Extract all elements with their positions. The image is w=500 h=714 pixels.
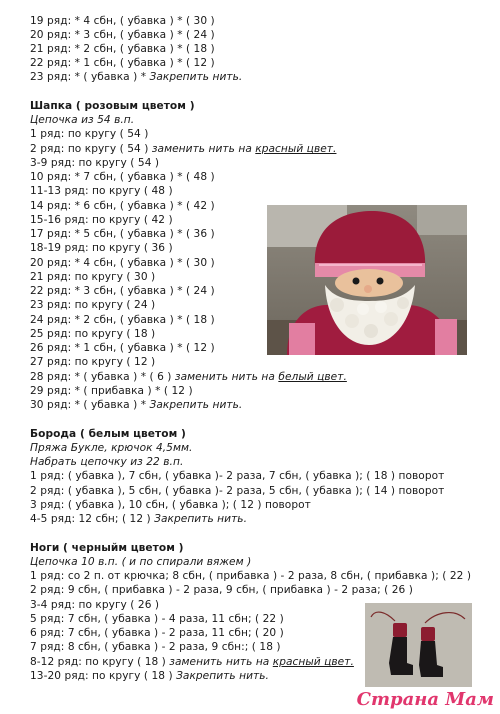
gnome-doll-photo <box>267 205 467 355</box>
hat-row-30-text: 30 ряд: * ( убавка ) * <box>30 399 150 411</box>
hat-row-18-19: 18-19 ряд: по кругу ( 36 ) <box>30 242 173 254</box>
legs-row-13-20-text: 13-20 ряд: по кругу ( 18 ) <box>30 670 177 682</box>
hat-row-17: 17 ряд: * 5 сбн, ( убавка ) * ( 36 ) <box>30 228 215 240</box>
hat-row-28-color: белый цвет. <box>278 371 347 383</box>
hat-row-23: 23 ряд: по кругу ( 24 ) <box>30 299 156 311</box>
beard-row-4-5-text: 4-5 ряд: 12 сбн; ( 12 ) <box>30 513 155 525</box>
legs-row-13-20 <box>30 669 269 683</box>
watermark-logo: Страна Мам <box>356 689 494 710</box>
hat-row-30 <box>30 398 242 412</box>
boots-photo <box>365 603 472 687</box>
hat-row-2-color: красный цвет. <box>255 143 337 155</box>
hat-row-10: 10 ряд: * 7 сбн, ( убавка ) * ( 48 ) <box>30 171 215 183</box>
row-19: 19 ряд: * 4 сбн, ( убавка ) * ( 30 ) <box>30 15 215 27</box>
hat-row-30-note: Закрепить нить. <box>149 399 243 411</box>
row-20: 20 ряд: * 3 сбн, ( убавка ) * ( 24 ) <box>30 29 215 41</box>
row-23-note: Закрепить нить. <box>149 71 243 83</box>
hat-row-21: 21 ряд: по кругу ( 30 ) <box>30 271 156 283</box>
row-22: 22 ряд: * 1 сбн, ( убавка ) * ( 12 ) <box>30 57 215 69</box>
hat-row-2 <box>30 142 336 156</box>
hat-row-26: 26 ряд: * 1 сбн, ( убавка ) * ( 12 ) <box>30 342 215 354</box>
beard-row-1: 1 ряд: ( убавка ), 7 сбн, ( убавка )- 2 раза, 7 сбн, ( убавка ); ( 18 ) поворот <box>30 470 445 482</box>
legs-row-1: 1 ряд: со 2 п. от крючка; 8 сбн, ( прибавка ) - 2 раза, 8 сбн, ( прибавка ); ( 22 ) <box>30 570 472 582</box>
legs-heading: Ноги ( черныйм цветом ) <box>30 542 184 554</box>
hat-row-14: 14 ряд: * 6 сбн, ( убавка ) * ( 42 ) <box>30 200 215 212</box>
hat-row-15-16: 15-16 ряд: по кругу ( 42 ) <box>30 214 173 226</box>
hat-heading: Шапка ( розовым цветом ) <box>30 100 195 112</box>
beard-yarn: Пряжа Букле, крючок 4,5мм. <box>30 442 193 454</box>
hat-row-22: 22 ряд: * 3 сбн, ( убавка ) * ( 24 ) <box>30 285 215 297</box>
legs-row-8-12-color: красный цвет. <box>272 656 354 668</box>
hat-row-28-text: 28 ряд: * ( убавка ) * ( 6 ) <box>30 371 172 383</box>
hat-row-3-9: 3-9 ряд: по кругу ( 54 ) <box>30 157 160 169</box>
legs-row-8-12 <box>30 655 354 669</box>
legs-row-8-12-note: заменить нить на <box>165 656 273 668</box>
legs-chain: Цепочка 10 в.п. ( и по спирали вяжем ) <box>30 556 252 568</box>
legs-row-3-4: 3-4 ряд: по кругу ( 26 ) <box>30 599 160 611</box>
hat-row-11-13: 11-13 ряд: по кругу ( 48 ) <box>30 185 173 197</box>
beard-chain: Набрать цепочку из 22 в.п. <box>30 456 184 468</box>
hat-row-29: 29 ряд: * ( прибавка ) * ( 12 ) <box>30 385 193 397</box>
hat-row-24: 24 ряд: * 2 сбн, ( убавка ) * ( 18 ) <box>30 314 215 326</box>
row-21: 21 ряд: * 2 сбн, ( убавка ) * ( 18 ) <box>30 43 215 55</box>
legs-row-8-12-text: 8-12 ряд: по кругу ( 18 ) <box>30 656 166 668</box>
beard-row-4-5-note: Закрепить нить. <box>154 513 248 525</box>
hat-row-28-note: заменить нить на <box>171 371 279 383</box>
beard-row-2: 2 ряд: ( убавка ), 5 сбн, ( убавка )- 2 раза, 5 сбн, ( убавка ); ( 14 ) поворот <box>30 485 445 497</box>
hat-row-2-text: 2 ряд: по кругу ( 54 ) <box>30 143 149 155</box>
row-23 <box>30 70 242 84</box>
legs-row-5: 5 ряд: 7 сбн, ( убавка ) - 4 раза, 11 сбн; ( 22 ) <box>30 613 284 625</box>
hat-row-1: 1 ряд: по кругу ( 54 ) <box>30 128 149 140</box>
beard-row-4-5 <box>30 512 247 526</box>
beard-heading: Борода ( белым цветом ) <box>30 428 186 440</box>
hat-row-20: 20 ряд: * 4 сбн, ( убавка ) * ( 30 ) <box>30 257 215 269</box>
beard-row-3: 3 ряд: ( убавка ), 10 сбн, ( убавка ); ( 12 ) поворот <box>30 499 311 511</box>
row-23-text: 23 ряд: * ( убавка ) * <box>30 71 150 83</box>
legs-row-6: 6 ряд: 7 сбн, ( убавка ) - 2 раза, 11 сбн; ( 20 ) <box>30 627 284 639</box>
legs-row-13-20-note: Закрепить нить. <box>176 670 269 682</box>
hat-row-25: 25 ряд: по кругу ( 18 ) <box>30 328 156 340</box>
hat-row-27: 27 ряд: по кругу ( 12 ) <box>30 356 156 368</box>
hat-row-28 <box>30 370 347 384</box>
hat-chain: Цепочка из 54 в.п. <box>30 114 135 126</box>
legs-row-2: 2 ряд: 9 сбн, ( прибавка ) - 2 раза, 9 сбн, ( прибавка ) - 2 раза; ( 26 ) <box>30 584 413 596</box>
hat-row-2-note: заменить нить на <box>148 143 256 155</box>
legs-row-7: 7 ряд: 8 сбн, ( убавка ) - 2 раза, 9 сбн:; ( 18 ) <box>30 641 281 653</box>
